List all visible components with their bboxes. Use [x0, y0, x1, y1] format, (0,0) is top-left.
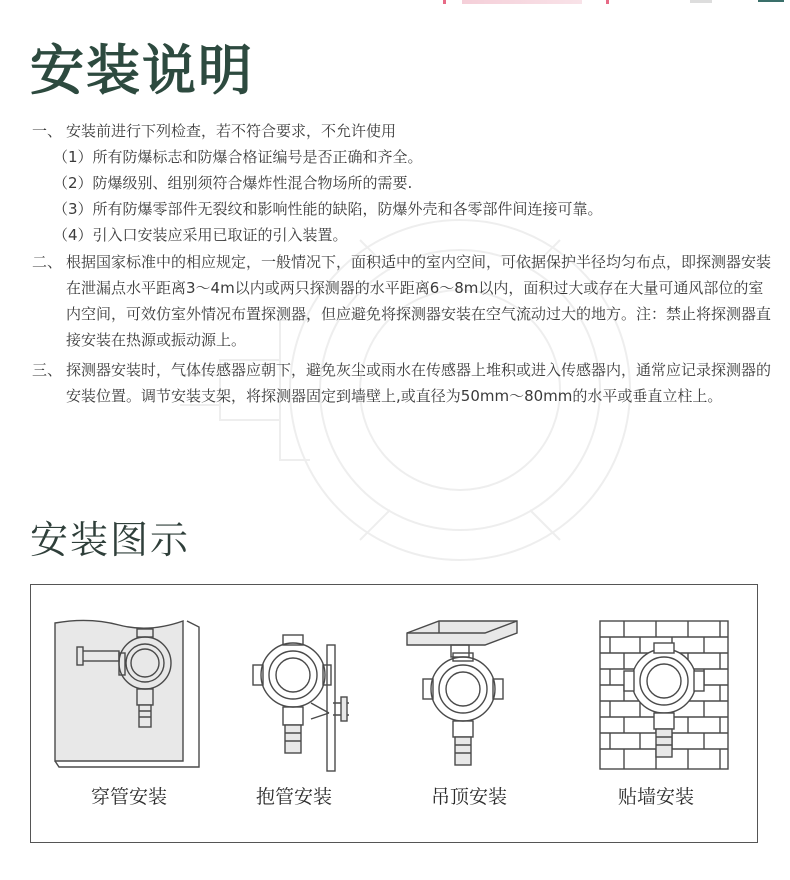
sub-item-1: （1）所有防爆标志和防爆合格证编号是否正确和齐全。 [53, 148, 423, 166]
diagram-caption: 抱管安装 [255, 786, 332, 808]
instruction-text: 安装前进行下列检查，若不符合要求，不允许使用 [66, 122, 397, 140]
section-title: 安装图示 [30, 518, 191, 562]
ceiling-install-icon [399, 603, 559, 773]
instruction-text: 探测器安装时，气体传感器应朝下，避免灰尘或雨水在传感器上堆积或进入传感器内，通常应记录探测器的安装位置。调节安装支架，将探测器固定到墙壁上,或直径为50mm～80mm的水平或垂直立柱上。 [66, 361, 772, 405]
sub-item-3: （3）所有防爆零部件无裂纹和影响性能的缺陷，防爆外壳和各零部件间连接可靠。 [53, 200, 603, 218]
install-diagrams-panel [30, 584, 758, 843]
wall-install-icon [596, 603, 756, 773]
instruction-text: 根据国家标准中的相应规定，一般情况下，面积适中的室内空间，可依据保护半径均匀布点，即探测器安装在泄漏点水平距离3～4m以内或两只探测器的水平距离6～8m以内，面积过大或存在大量可通风部位的室内空间，可效仿室外情况布置探测器，但应避免将探测器安装在空气流动过大的地方。注：禁止将探测器直接安装在热源或振动源上。 [66, 253, 772, 349]
sub-item-4: （4）引入口安装应采用已取证的引入装置。 [53, 226, 348, 244]
through-pipe-install-icon [49, 603, 209, 773]
page-title: 安装说明 [30, 39, 254, 102]
pipe-clamp-install-icon [229, 603, 389, 773]
sub-item-2: （2）防爆级别、组别须符合爆炸性混合物场所的需要. [53, 174, 413, 192]
diagram-caption: 吊顶安装 [430, 786, 507, 808]
top-decorative-strip [0, 0, 790, 8]
instruction-number: 二、 [32, 253, 63, 271]
instruction-number: 三、 [32, 361, 63, 379]
diagram-caption: 贴墙安装 [617, 786, 694, 808]
instruction-number: 一、 [32, 122, 63, 140]
diagram-caption: 穿管安装 [90, 786, 167, 808]
